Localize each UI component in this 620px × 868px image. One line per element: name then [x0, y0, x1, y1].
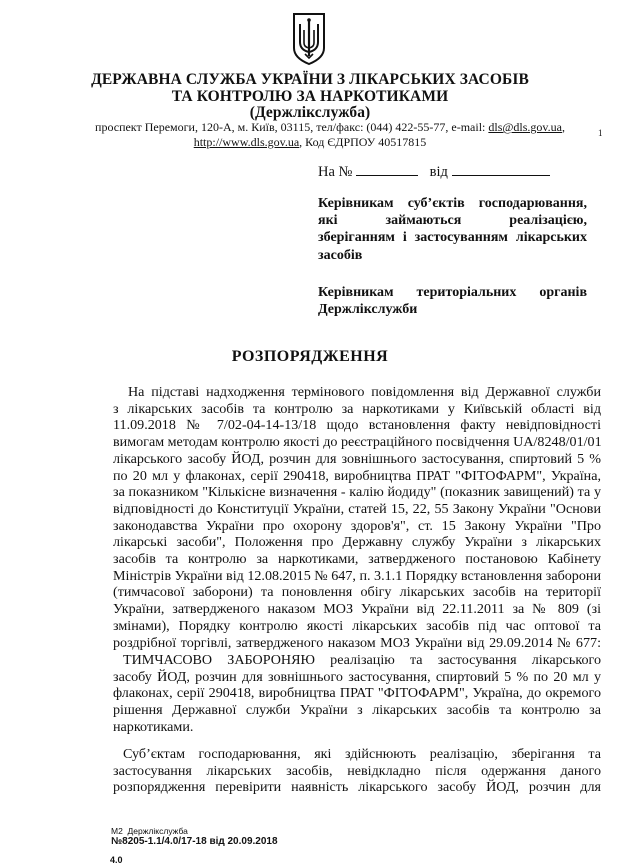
text-line: флаконах, серії 290418, виробництва ПРАТ "ФІТОФАРМ", Україна, до окремого: [113, 685, 601, 702]
text-line: за показником "Кількісне визначення - калію йодиду" (показник завищений) та у: [113, 484, 601, 501]
text-line: змінами), Порядку контролю якості лікарських засобів під час оптової та: [113, 617, 601, 634]
paragraph-prohibition: [113, 652, 601, 736]
recipient-line: Держлікслужби: [318, 302, 418, 318]
text-line: відповідності до Конституції України, статей 15, 22, 55 Закону України "Основи: [113, 500, 601, 517]
coat-of-arms-icon: [291, 12, 327, 66]
text-line: розпорядження перевірити наявність лікарського засобу ЙОД, розчин для: [113, 779, 601, 796]
recipient-line: які займаються реалізацією,: [318, 213, 587, 229]
recipient-block-2: [318, 284, 587, 318]
text-line: 11.09.2018 № 7/02-04-14-13/18 щодо встановлення факту невідповідності: [113, 417, 601, 434]
paragraph-instructions: [113, 746, 601, 796]
text-line: застосування лікарських засобів, невідкладно після одержання даного: [113, 762, 601, 779]
text-line: лікарського засобу ЙОД, розчин для зовнішнього застосування, спиртовий 5 %: [113, 450, 601, 467]
margin-mark: 1: [598, 128, 603, 138]
ref-date-label: від: [429, 164, 448, 180]
org-short-name: (Держлікслужба): [249, 104, 371, 121]
text-line: засобів та контролю за наркотиками, затвердженого постановою Кабінету: [113, 551, 601, 568]
stamp-org: Держлікслужба: [127, 826, 188, 836]
text-line: Суб’єктам господарювання, які здійснюють реалізацію, зберігання та: [123, 746, 601, 762]
text-line: наркотиками.: [113, 718, 194, 735]
org-name-line1: ДЕРЖАВНА СЛУЖБА УКРАЇНИ З ЛІКАРСЬКИХ ЗАСОБІВ: [91, 71, 529, 88]
paragraph-basis: [113, 384, 601, 651]
text-line: з лікарських засобів та контролю за наркотиками у Київській області від: [113, 400, 601, 417]
recipient-block-1: [318, 195, 587, 264]
text-line: Міністрів України від 12.08.2015 № 647, п. 3.1.1 Порядку встановлення заборони: [113, 567, 601, 584]
text-line: засобу ЙОД, розчин для зовнішнього застосування, спиртовий 5 % по 20 мл у: [113, 668, 601, 685]
text-line: рішення Державної служби України з лікарських засобів та контролю за: [113, 702, 601, 719]
registration-stamp: [111, 826, 278, 847]
side-number: 4.0: [110, 855, 123, 865]
email-link[interactable]: dls@dls.gov.ua: [488, 120, 562, 134]
text-line: На підставі надходження термінового повідомлення від Державної служби: [128, 384, 601, 400]
org-web-line: [0, 135, 620, 150]
text-line: вимогам методам контролю якості до реєстраційного посвідчення UA/8248/01/01: [113, 434, 602, 451]
text-line: лікарські засоби", Положення про Державну службу України з лікарських: [113, 534, 601, 551]
text-line: (тимчасової заборони) та поновлення обігу лікарських засобів на території: [113, 584, 601, 601]
recipient-line: зберіганням і застосуванням лікарських: [318, 230, 587, 246]
address-separator: ,: [561, 120, 565, 134]
text-line: законодавства України про охорону здоров'я", ст. 15 Закону України "Про: [113, 517, 601, 534]
org-name-line2: ТА КОНТРОЛЮ ЗА НАРКОТИКАМИ: [171, 88, 449, 105]
recipient-line: засобів: [318, 247, 363, 263]
text-line: по 20 мл у флаконах, серії 290418, виробництва ПРАТ "ФІТОФАРМ", Україна,: [113, 467, 601, 484]
recipient-line: Керівникам територіальних органів: [318, 285, 587, 300]
text-line: ТИМЧАСОВО ЗАБОРОНЯЮ реалізацію та застосування лікарського: [123, 652, 601, 668]
ref-number-label: На №: [318, 164, 353, 180]
address-text: проспект Перемоги, 120-А, м. Київ, 03115, тел/факс: (044) 422-55-77, e-mail:: [95, 120, 489, 134]
document-title: РОЗПОРЯДЖЕННЯ: [231, 348, 389, 365]
ref-number-blank: [356, 163, 418, 176]
ref-date-blank: [452, 163, 550, 176]
text-line: України, затвердженого наказом МОЗ України від 22.11.2011 за № 809 (зі: [113, 601, 601, 618]
recipient-line: Керівникам суб’єктів господарювання,: [318, 196, 587, 211]
text-line: роздрібної торгівлі, затвердженого наказом МОЗ України від 29.09.2014 № 677:: [113, 634, 601, 651]
registration-number: №8205-1.1/4.0/17-18 від 20.09.2018: [111, 836, 278, 847]
org-address: [20, 120, 620, 135]
edrpou-code: , Код ЄДРПОУ 40517815: [299, 135, 427, 149]
reference-line: [318, 163, 550, 181]
stamp-prefix: М2: [111, 826, 123, 836]
website-link[interactable]: http://www.dls.gov.ua: [193, 135, 300, 149]
